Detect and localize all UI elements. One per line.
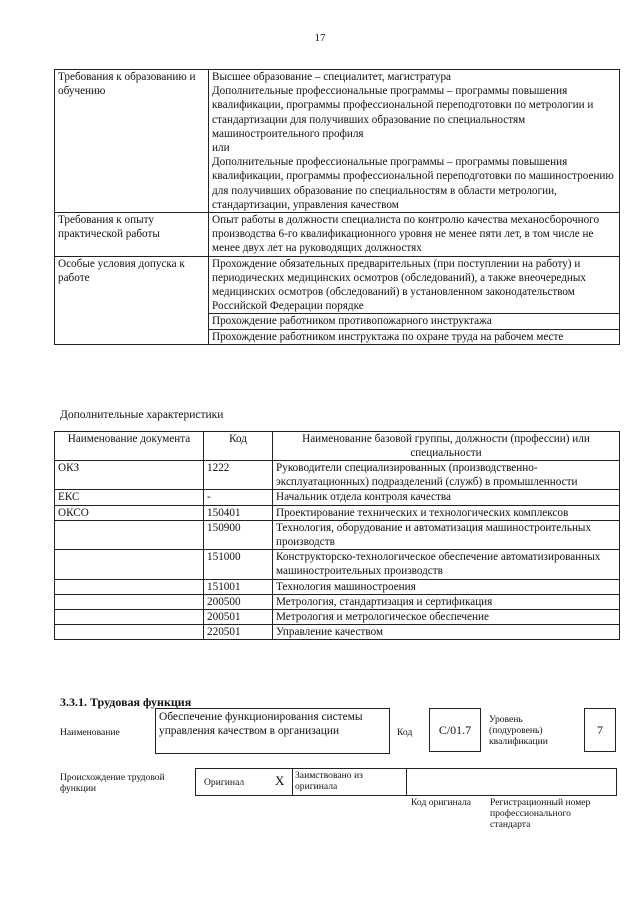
cell-doc: ОКЗ bbox=[55, 461, 204, 490]
requirements-row-special-conditions bbox=[55, 256, 620, 314]
original-checkmark: X bbox=[275, 773, 285, 788]
labor-function-code: С/01.7 bbox=[429, 708, 481, 752]
cell-doc: ЕКС bbox=[55, 490, 204, 505]
origin-label: Происхождение трудовой функции bbox=[60, 772, 165, 794]
cell-code: - bbox=[204, 490, 273, 505]
cell-doc: ОКСО bbox=[55, 505, 204, 520]
cell-doc bbox=[55, 550, 204, 579]
cell-code: 200501 bbox=[204, 610, 273, 625]
requirement-value: Опыт работы в должности специалиста по контролю качества механосборочного производства 6-го квалификационного уровня не менее пяти лет, в том числе не менее двух лет на руководящих должностях bbox=[209, 213, 620, 257]
requirement-value: Высшее образование – специалитет, магистратура Дополнительные профессиональные программы – программы повышения квалификации, программы профессиональной переподготовки по метрологии и стандартизации для получивших образование по специальностям машиностроительного профиля или Дополнительные профессиональные программы – программы повышения квалификации, программы профессиональной переподготовки по машиностроению для получивших образование по специальностям в области метрологии, стандартизации, управления качеством bbox=[209, 70, 620, 213]
cell-name: Проектирование технических и технологических комплексов bbox=[273, 505, 620, 520]
requirement-label: Требования к опыту практической работы bbox=[55, 213, 209, 257]
requirement-value: Прохождение работником противопожарного инструктажа bbox=[209, 314, 620, 329]
table-row bbox=[55, 579, 620, 594]
cell-code: 151000 bbox=[204, 550, 273, 579]
cell-name: Руководители специализированных (производственно-эксплуатационных) подразделений (служб) в промышленности bbox=[273, 461, 620, 490]
original-code-label: Код оригинала bbox=[411, 797, 472, 808]
cell-code: 200500 bbox=[204, 594, 273, 609]
origin-divider bbox=[292, 769, 293, 795]
cell-name: Начальник отдела контроля качества bbox=[273, 490, 620, 505]
cell-doc bbox=[55, 520, 204, 549]
labor-function-name: Обеспечение функционирования системы управления качеством в организации bbox=[155, 708, 390, 754]
requirement-value: Прохождение обязательных предварительных (при поступлении на работу) и периодических медицинских осмотров (обследований), а также внеочередных медицинских осмотров (обследований) в установленном законодательством Российской Федерации порядке bbox=[209, 256, 620, 314]
column-header-code: Код bbox=[204, 432, 273, 461]
additional-characteristics-caption: Дополнительные характеристики bbox=[60, 409, 224, 421]
labor-function-title: 3.3.1. Трудовая функция bbox=[60, 695, 192, 709]
table-row bbox=[55, 625, 620, 640]
column-header-document: Наименование документа bbox=[55, 432, 204, 461]
cell-doc bbox=[55, 610, 204, 625]
requirements-row-experience bbox=[55, 213, 620, 257]
cell-doc bbox=[55, 594, 204, 609]
cell-code: 220501 bbox=[204, 625, 273, 640]
code-label: Код bbox=[397, 727, 413, 738]
table-row bbox=[55, 461, 620, 490]
table-row bbox=[55, 505, 620, 520]
cell-code: 1222 bbox=[204, 461, 273, 490]
table-header-row bbox=[55, 432, 620, 461]
table-row bbox=[55, 594, 620, 609]
table-row bbox=[55, 550, 620, 579]
requirement-label: Требования к образованию и обучению bbox=[55, 70, 209, 213]
table-row bbox=[55, 610, 620, 625]
additional-characteristics-table bbox=[54, 431, 620, 640]
origin-box bbox=[195, 768, 617, 796]
cell-name: Технология, оборудование и автоматизация машиностроительных производств bbox=[273, 520, 620, 549]
cell-name: Метрология, стандартизация и сертификация bbox=[273, 594, 620, 609]
requirements-table bbox=[54, 69, 620, 345]
requirement-value: Прохождение работником инструктажа по охране труда на рабочем месте bbox=[209, 329, 620, 344]
cell-code: 150900 bbox=[204, 520, 273, 549]
cell-name: Конструкторско-технологическое обеспечение автоматизированных машиностроительных производств bbox=[273, 550, 620, 579]
table-row bbox=[55, 520, 620, 549]
original-label: Оригинал bbox=[204, 777, 245, 788]
qualification-level-value: 7 bbox=[584, 708, 616, 752]
qualification-level-label: Уровень (подуровень) квалификации bbox=[489, 714, 548, 747]
cell-doc bbox=[55, 579, 204, 594]
cell-code: 151001 bbox=[204, 579, 273, 594]
name-label: Наименование bbox=[60, 727, 120, 738]
cell-name: Технология машиностроения bbox=[273, 579, 620, 594]
column-header-name: Наименование базовой группы, должности (профессии) или специальности bbox=[273, 432, 620, 461]
cell-doc bbox=[55, 625, 204, 640]
table-row bbox=[55, 490, 620, 505]
registration-number-label: Регистрационный номер профессионального стандарта bbox=[490, 797, 591, 830]
requirement-label: Особые условия допуска к работе bbox=[55, 256, 209, 344]
borrowed-label: Заимствовано из оригинала bbox=[295, 770, 363, 792]
page-number: 17 bbox=[314, 32, 326, 44]
cell-code: 150401 bbox=[204, 505, 273, 520]
cell-name: Метрология и метрологическое обеспечение bbox=[273, 610, 620, 625]
cell-name: Управление качеством bbox=[273, 625, 620, 640]
origin-divider bbox=[406, 769, 407, 795]
requirements-row-education bbox=[55, 70, 620, 213]
